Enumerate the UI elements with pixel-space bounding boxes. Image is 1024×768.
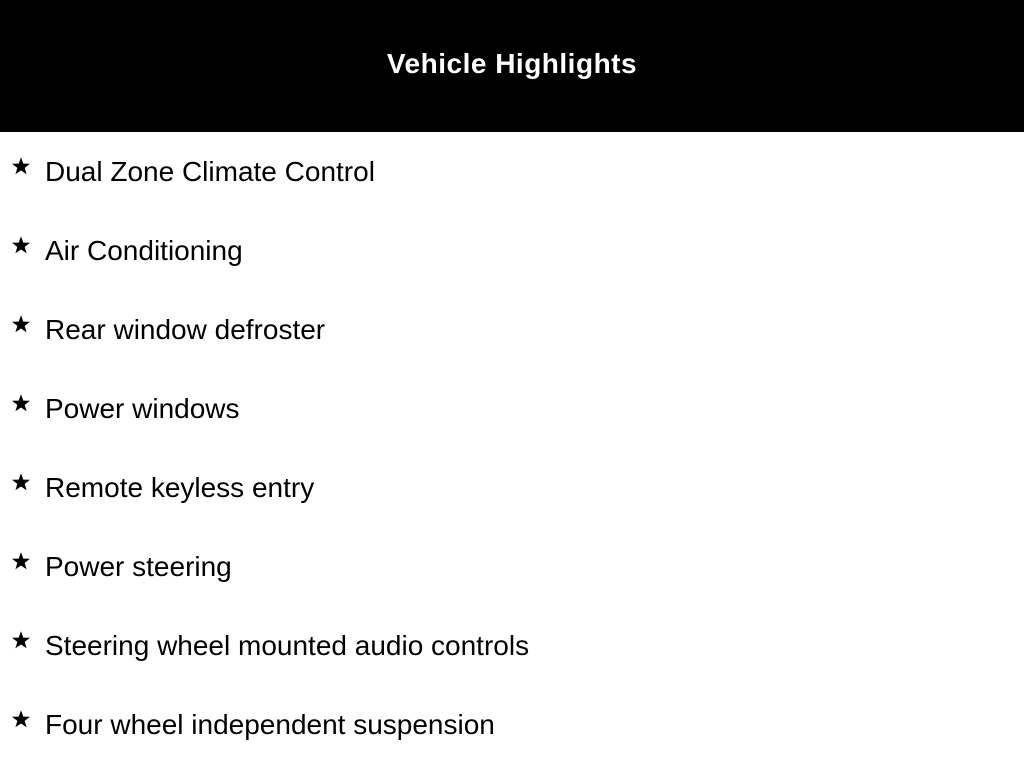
list-item-label: Power steering [45, 551, 232, 582]
list-item [0, 606, 1024, 685]
star-icon [10, 392, 32, 414]
star-icon [10, 471, 32, 493]
list-item [0, 290, 1024, 369]
list-item-label: Four wheel independent suspension [45, 709, 495, 740]
star-icon [10, 550, 32, 572]
list-item-label: Air Conditioning [45, 235, 243, 266]
list-item [0, 527, 1024, 606]
list-item-label: Steering wheel mounted audio controls [45, 630, 530, 661]
page-title: Vehicle Highlights [386, 48, 638, 79]
star-icon [10, 629, 32, 651]
star-icon [10, 234, 32, 256]
list-item-label: Remote keyless entry [45, 472, 315, 503]
star-icon [10, 313, 32, 335]
list-item-label: Power windows [45, 393, 240, 424]
list-item [0, 685, 1024, 764]
list-item [0, 211, 1024, 290]
star-icon [10, 155, 32, 177]
list-item-label: Dual Zone Climate Control [45, 156, 375, 187]
header-bar [0, 0, 1024, 132]
highlights-list [0, 132, 1024, 764]
star-icon [10, 708, 32, 730]
list-item-label: Rear window defroster [45, 314, 326, 345]
list-item [0, 132, 1024, 211]
list-item [0, 369, 1024, 448]
list-item [0, 448, 1024, 527]
